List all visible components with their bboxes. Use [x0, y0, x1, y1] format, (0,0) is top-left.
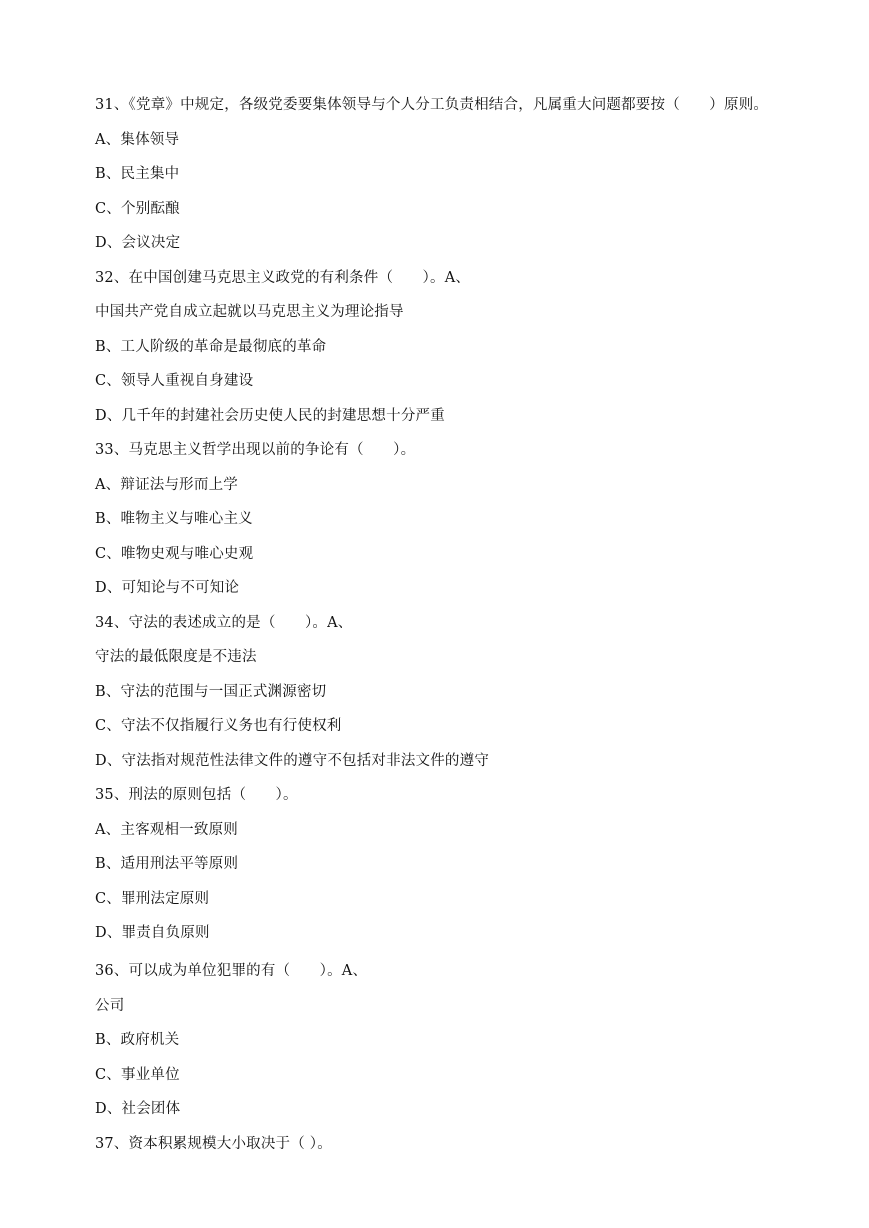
question-31-option-b: B、民主集中: [95, 166, 180, 182]
question-36-option-d: D、社会团体: [95, 1101, 181, 1117]
question-37-stem: 37、资本积累规模大小取决于（ ）。: [95, 1135, 332, 1152]
question-32-option-d: D、几千年的封建社会历史使人民的封建思想十分严重: [95, 407, 445, 424]
question-34-option-c: C、守法不仅指履行义务也有行使权利: [95, 718, 342, 734]
question-33-option-c: C、唯物史观与唯心史观: [95, 545, 254, 562]
question-35-option-a: A、主客观相一致原则: [95, 821, 238, 838]
question-32-option-c: C、领导人重视自身建设: [95, 373, 254, 389]
question-36-option-b: B、政府机关: [95, 1032, 180, 1048]
question-36-option-c: C、事业单位: [95, 1066, 180, 1083]
question-31-option-d: D、会议决定: [95, 235, 181, 251]
question-35-option-d: D、罪责自负原则: [95, 925, 210, 941]
question-36-option-a-text: 公司: [95, 997, 125, 1014]
question-31-stem: 31、《党章》中规定，各级党委要集体领导与个人分工负责相结合，凡属重大问题都要按（ ）原则。: [95, 97, 769, 113]
question-33-option-d: D、可知论与不可知论: [95, 580, 240, 596]
question-text-block: [95, 94, 835, 1167]
question-33-option-a: A、辩证法与形而上学: [95, 476, 238, 493]
question-34-option-b: B、守法的范围与一国正式渊源密切: [95, 683, 327, 700]
question-36-stem: 36、可以成为单位犯罪的有（ ）。A、: [95, 963, 368, 979]
question-35-option-b: B、适用刑法平等原则: [95, 856, 239, 872]
question-32-option-a-text: 中国共产党自成立起就以马克思主义为理论指导: [95, 304, 404, 320]
question-31-option-a: A、集体领导: [95, 131, 180, 148]
question-34-stem: 34、守法的表述成立的是（ ）。A、: [95, 614, 353, 631]
question-34-option-a-text: 守法的最低限度是不违法: [95, 649, 257, 665]
question-33-stem: 33、马克思主义哲学出现以前的争论有（ ）。: [95, 442, 416, 458]
question-32-stem: 32、在中国创建马克思主义政党的有利条件（ ）。A、: [95, 269, 471, 286]
question-33-option-b: B、唯物主义与唯心主义: [95, 511, 253, 527]
question-35-option-c: C、罪刑法定原则: [95, 890, 210, 907]
question-32-option-b: B、工人阶级的革命是最彻底的革命: [95, 338, 327, 355]
question-34-option-d: D、守法指对规范性法律文件的遵守不包括对非法文件的遵守: [95, 752, 490, 769]
question-31-option-c: C、个别酝酿: [95, 200, 180, 217]
question-35-stem: 35、刑法的原则包括（ ）。: [95, 787, 298, 803]
